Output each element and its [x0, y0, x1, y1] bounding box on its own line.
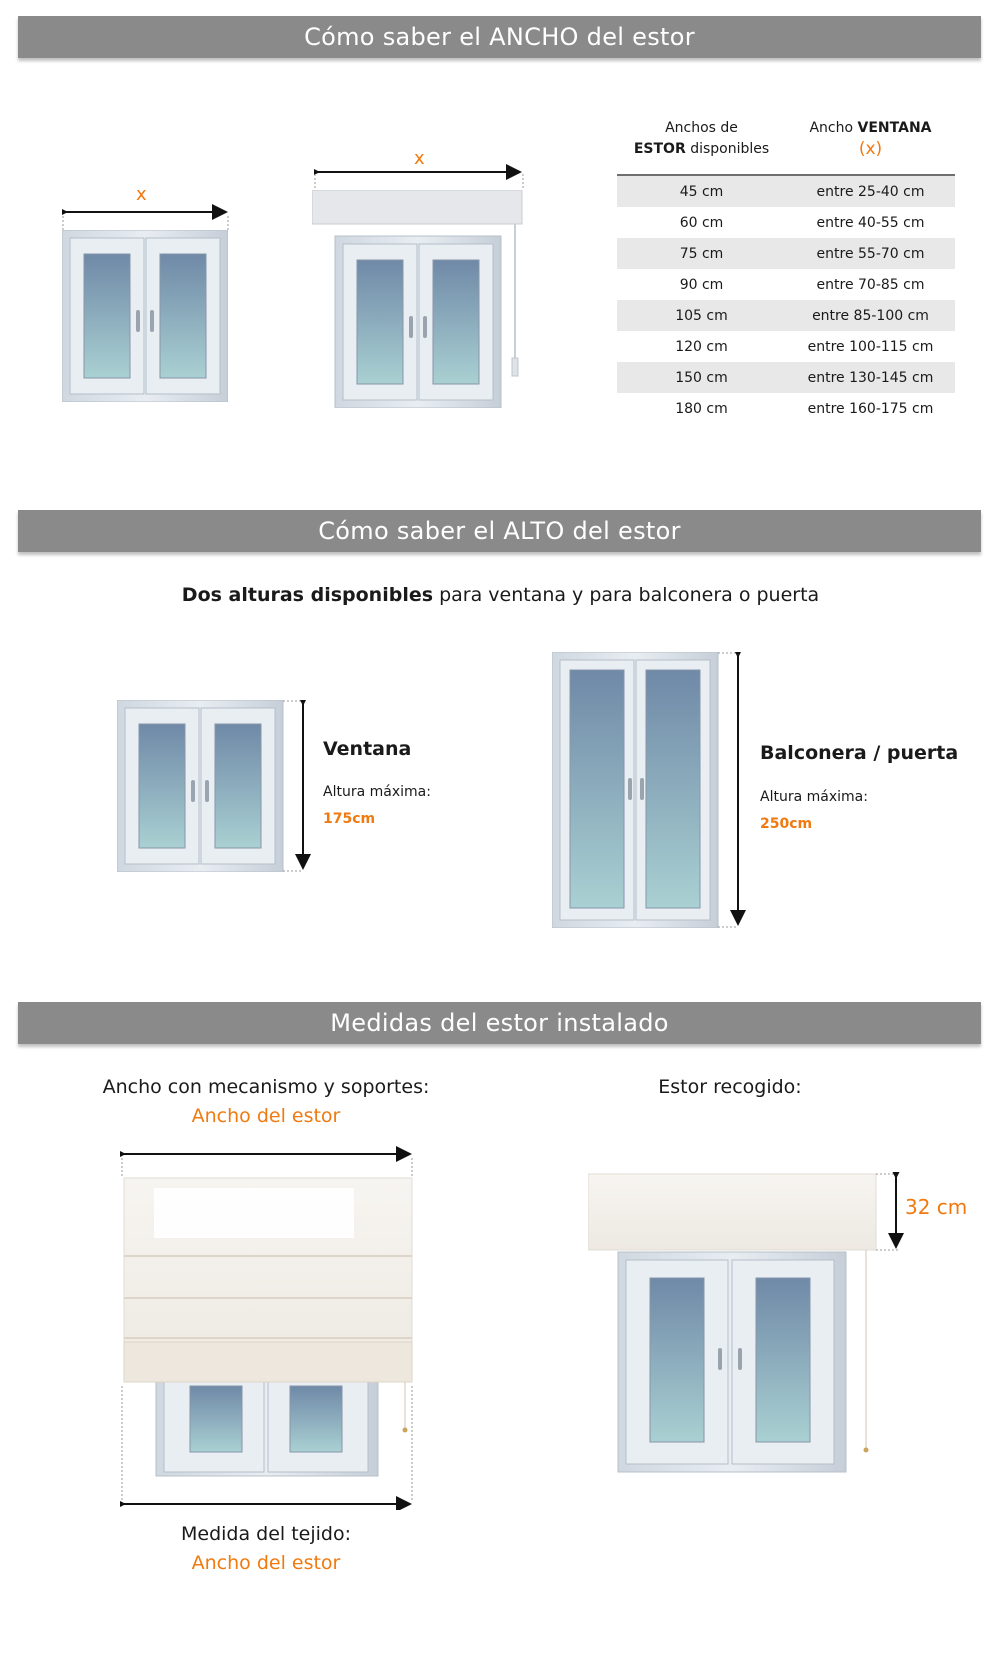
window-icon-2-with-blind [312, 190, 526, 408]
col-estor-header [617, 118, 786, 174]
ventana-max-label: Altura máxima: [323, 784, 431, 800]
table-cell-ventana: entre 55-70 cm [816, 245, 925, 262]
door-max-label: Altura máxima: [760, 789, 868, 805]
table-cell-estor: 60 cm [679, 214, 724, 231]
measure-label-x-1: x [136, 184, 147, 205]
table-cell-estor: 75 cm [679, 245, 724, 262]
installed-blind-open-icon [120, 1146, 420, 1510]
left-caption: Ancho con mecanismo y soportes: [102, 1076, 430, 1098]
height-section-banner [18, 510, 981, 552]
table-cell-estor: 180 cm [675, 400, 728, 417]
bottom-caption-value: Ancho del estor [191, 1552, 341, 1574]
window-icon-1 [62, 230, 228, 402]
width-section-title: Cómo saber el ANCHO del estor [304, 23, 695, 51]
width-table-header [617, 118, 955, 176]
table-cell-ventana: entre 40-55 cm [816, 214, 925, 231]
table-cell-estor: 120 cm [675, 338, 728, 355]
table-cell-ventana: entre 70-85 cm [816, 276, 925, 293]
table-row [617, 331, 955, 362]
table-row [617, 393, 955, 424]
door-max-value: 250cm [760, 816, 813, 832]
table-cell-ventana: entre 130-145 cm [807, 369, 934, 386]
collapsed-height-value: 32 cm [905, 1195, 968, 1219]
table-cell-ventana: entre 160-175 cm [807, 400, 934, 417]
bottom-caption: Medida del tejido: [180, 1523, 352, 1545]
table-row [617, 176, 955, 207]
table-cell-ventana: entre 25-40 cm [816, 183, 925, 200]
measure-label-x-2: x [414, 148, 425, 169]
table-cell-estor: 45 cm [679, 183, 724, 200]
col-ventana-header-marker: (x) [858, 139, 883, 159]
height-subtitle-rest: para ventana y para balconera o puerta [433, 584, 820, 606]
table-cell-estor: 90 cm [679, 276, 724, 293]
width-arrow-2 [314, 160, 526, 190]
height-section-title: Cómo saber el ALTO del estor [318, 517, 681, 545]
right-caption: Estor recogido: [658, 1076, 802, 1098]
col-ventana-header [786, 118, 955, 174]
table-cell-ventana: entre 100-115 cm [807, 338, 934, 355]
col-ventana-header-prefix: Ancho [809, 120, 854, 136]
left-caption-value: Ancho del estor [191, 1105, 341, 1127]
table-row [617, 207, 955, 238]
height-subtitle [0, 584, 1001, 606]
height-window-icon [117, 700, 313, 872]
ventana-max-value: 175cm [323, 811, 376, 827]
col-estor-header-bold: ESTOR [633, 141, 686, 157]
table-row [617, 300, 955, 331]
height-door-icon [552, 652, 748, 928]
table-row [617, 362, 955, 393]
width-section-banner [18, 16, 981, 58]
installed-section-banner [18, 1002, 981, 1044]
col-ventana-header-bold: VENTANA [857, 120, 932, 136]
col-estor-header-line1: Anchos de [665, 120, 738, 136]
table-cell-ventana: entre 85-100 cm [812, 307, 929, 324]
ventana-name: Ventana [323, 738, 412, 760]
table-cell-estor: 105 cm [675, 307, 728, 324]
height-subtitle-bold: Dos alturas disponibles [181, 584, 434, 606]
width-table [617, 118, 955, 424]
width-arrow-1 [62, 202, 232, 232]
installed-section-title: Medidas del estor instalado [330, 1009, 669, 1037]
table-cell-estor: 150 cm [675, 369, 728, 386]
door-name: Balconera / puerta [760, 742, 959, 764]
table-row [617, 238, 955, 269]
table-row [617, 269, 955, 300]
col-estor-header-rest: disponibles [690, 141, 770, 157]
installed-blind-collapsed-icon [588, 1172, 908, 1482]
